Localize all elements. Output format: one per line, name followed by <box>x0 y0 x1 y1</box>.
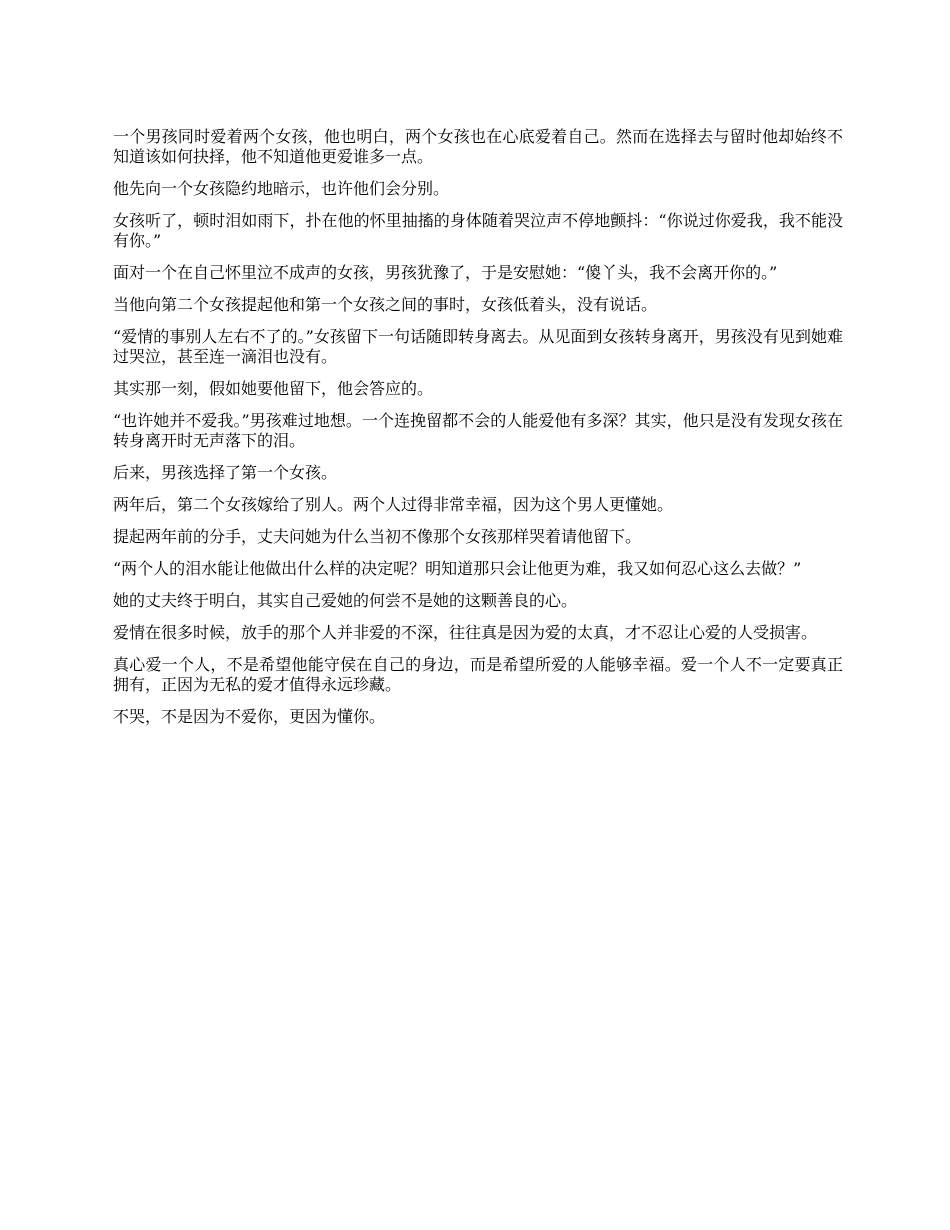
paragraph-3: 女孩听了，顿时泪如雨下，扑在他的怀里抽搐的身体随着哭泣声不停地颤抖：“你说过你爱我，我不能没有你。” <box>113 211 843 250</box>
paragraph-6: “爱情的事别人左右不了的。”女孩留下一句话随即转身离去。从见面到女孩转身离开，男孩没有见到她难过哭泣，甚至连一滴泪也没有。 <box>113 327 843 366</box>
paragraph-15: 真心爱一个人，不是希望他能守侯在自己的身边，而是希望所爱的人能够幸福。爱一个人不一定要真正拥有，正因为无私的爱才值得永远珍藏。 <box>113 655 843 694</box>
paragraph-8: “也许她并不爱我。”男孩难过地想。一个连挽留都不会的人能爱他有多深？其实，他只是没有发现女孩在转身离开时无声落下的泪。 <box>113 411 843 450</box>
paragraph-5: 当他向第二个女孩提起他和第一个女孩之间的事时，女孩低着头，没有说话。 <box>113 295 658 314</box>
paragraph-2: 他先向一个女孩隐约地暗示，也许他们会分别。 <box>113 179 450 198</box>
paragraph-13: 她的丈夫终于明白，其实自己爱她的何尝不是她的这颗善良的心。 <box>113 591 578 610</box>
paragraph-14: 爱情在很多时候，放手的那个人并非爱的不深，往往真是因为爱的太真，才不忍让心爱的人受损害。 <box>113 623 818 642</box>
paragraph-9: 后来，男孩选择了第一个女孩。 <box>113 463 338 482</box>
paragraph-1: 一个男孩同时爱着两个女孩，他也明白，两个女孩也在心底爱着自己。然而在选择去与留时他却始终不知道该如何抉择，他不知道他更爱谁多一点。 <box>113 127 843 166</box>
paragraph-16: 不哭，不是因为不爱你，更因为懂你。 <box>113 707 386 726</box>
paragraph-4: 面对一个在自己怀里泣不成声的女孩，男孩犹豫了，于是安慰她：“傻丫头，我不会离开你的。” <box>113 263 778 282</box>
paragraph-11: 提起两年前的分手，丈夫问她为什么当初不像那个女孩那样哭着请他留下。 <box>113 527 642 546</box>
paragraph-12: “两个人的泪水能让他做出什么样的决定呢？明知道那只会让他更为难，我又如何忍心这么去做？” <box>113 559 802 578</box>
paragraph-10: 两年后，第二个女孩嫁给了别人。两个人过得非常幸福，因为这个男人更懂她。 <box>113 495 674 514</box>
document-body <box>113 127 843 739</box>
paragraph-7: 其实那一刻，假如她要他留下，他会答应的。 <box>113 379 434 398</box>
